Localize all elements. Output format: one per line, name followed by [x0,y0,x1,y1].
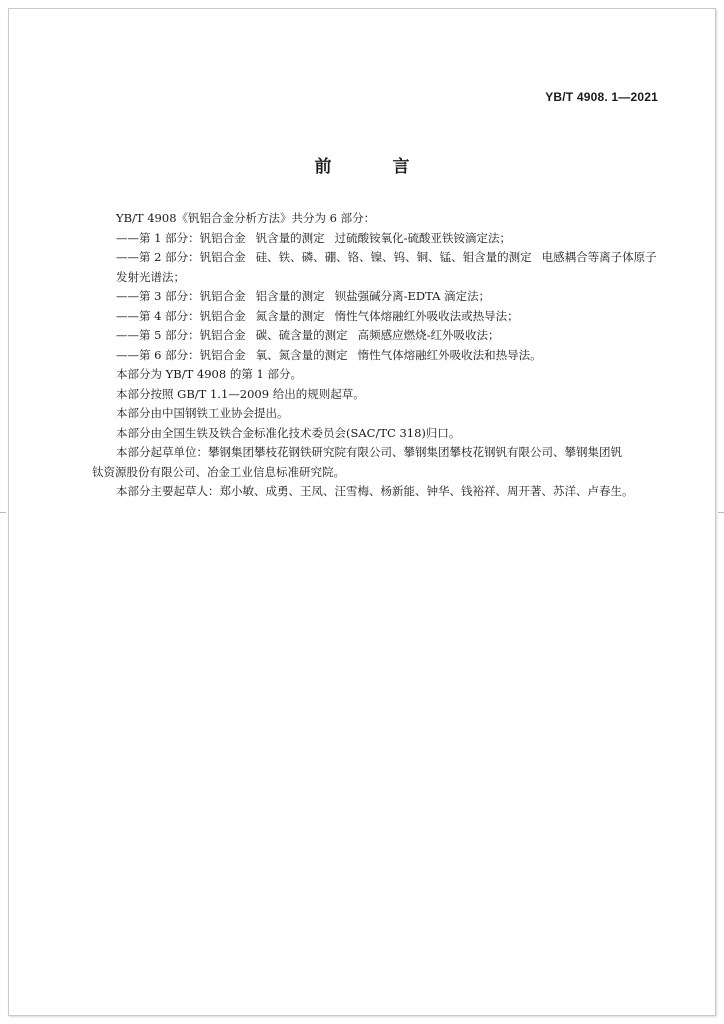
part-item: 铝含量的测定 [255,289,325,303]
standard-code: YB/T 4908. 1—2021 [545,90,658,104]
part-line-1 [92,229,660,249]
statement-proposed-by: 本部分由中国钢铁工业协会提出。 [116,406,289,420]
statement-drafters: 本部分主要起草人：郑小敏、成勇、王凤、汪雪梅、杨新能、钟华、钱裕祥、周开著、苏洋、卢春生。 [116,484,634,498]
part-prefix: ——第 4 部分：钒铝合金 [116,308,246,323]
part-method: 惰性气体熔融红外吸收法和热导法。 [357,347,542,362]
part-line-5 [92,326,660,346]
part-method: 钡盐强碱分离-EDTA 滴定法； [334,289,491,303]
part-item: 氮含量的测定 [255,308,325,323]
foreword-body [92,209,660,502]
statement-under: 本部分由全国生铁及铁合金标准化技术委员会(SAC/TC 318)归口。 [116,425,461,440]
statement-part-of: 本部分为 YB/T 4908 的第 1 部分。 [116,367,302,381]
part-item: 氧、氮含量的测定 [255,347,348,362]
part-item: 钒含量的测定 [255,230,325,245]
intro-paragraph: YB/T 4908《钒铝合金分析方法》共分为 6 部分： [116,211,376,225]
part-line-2 [92,248,660,268]
part-line-6 [92,346,660,366]
part-prefix: ——第 6 部分：钒铝合金 [116,347,246,362]
part-method: 高频感应燃烧-红外吸收法； [357,328,500,342]
page-edge-mark-right [718,512,724,513]
part-prefix: ——第 1 部分：钒铝合金 [116,230,246,245]
part-prefix: ——第 5 部分：钒铝合金 [116,328,246,342]
part-line-3 [92,287,660,307]
part-prefix: ——第 2 部分：钒铝合金 [116,250,246,264]
statement-drafting-rules: 本部分按照 GB/T 1.1—2009 给出的规则起草。 [116,386,365,401]
part-prefix: ——第 3 部分：钒铝合金 [116,289,246,303]
part-method: 过硫酸铵氧化-硫酸亚铁铵滴定法； [334,230,512,245]
page-title: 前 言 [314,157,432,177]
statement-drafting-units-continuation: 钛资源股份有限公司、冶金工业信息标准研究院。 [92,464,345,479]
part-line-2-continuation: 发射光谱法； [116,269,185,284]
part-method: 电感耦合等离子体原子 [541,250,657,264]
statement-drafting-units: 本部分起草单位：攀钢集团攀枝花钢铁研究院有限公司、攀钢集团攀枝花钢钒有限公司、攀钢集团钒 [116,445,622,459]
part-item: 硅、铁、磷、硼、铬、镍、钨、铜、锰、钼含量的测定 [255,250,532,264]
part-method: 惰性气体熔融红外吸收法或热导法； [334,308,519,323]
page-edge-mark-left [0,512,6,513]
part-item: 碳、硫含量的测定 [255,328,348,342]
part-line-4 [92,307,660,327]
